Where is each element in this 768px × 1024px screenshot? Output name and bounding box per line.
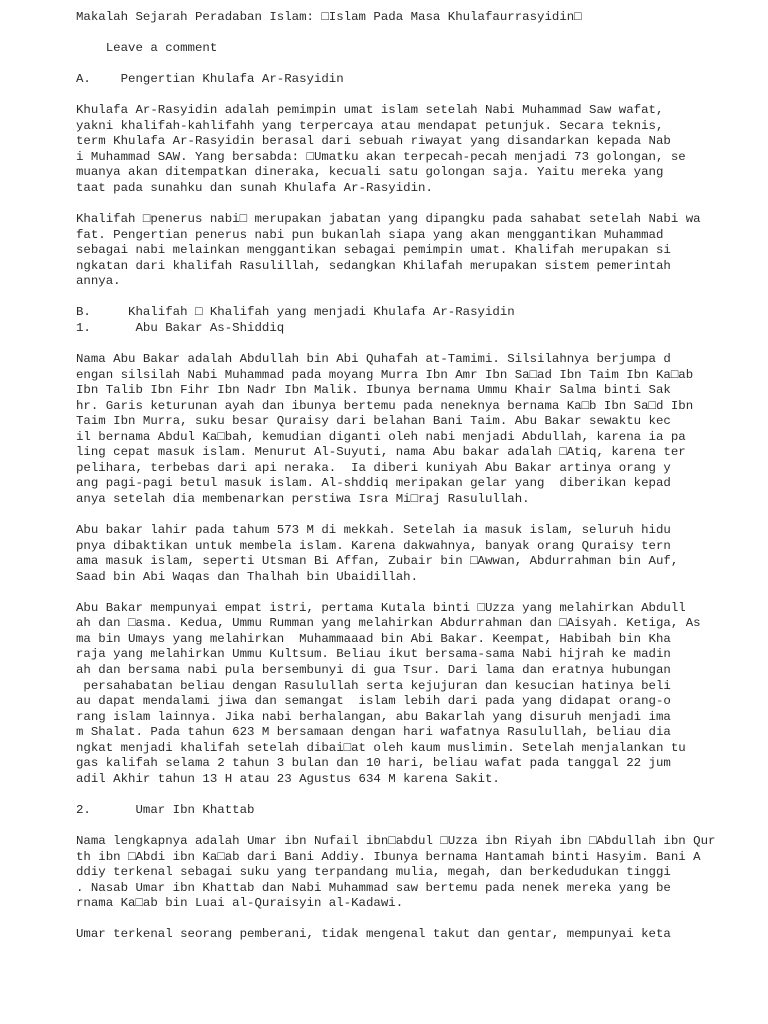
text-line: ling cepat masuk islam. Menurut Al-Suyuti, nama Abu bakar adalah □Atiq, karena ter bbox=[76, 445, 686, 460]
text-line: m Shalat. Pada tahun 623 M bersamaan dengan hari wafatnya Rasulullah, beliau dia bbox=[76, 725, 671, 740]
spacer bbox=[76, 88, 756, 104]
text-line: ddiy terkenal sebagai suku yang terpandang mulia, megah, dan berkedudukan tinggi bbox=[76, 865, 671, 880]
spacer bbox=[76, 290, 756, 306]
text-line: yakni khalifah-kahlifahh yang terpercaya atau mendapat petunjuk. Secara teknis, bbox=[76, 118, 664, 133]
text-line: Umar terkenal seorang pemberani, tidak mengenal takut dan gentar, mempunyai keta bbox=[76, 927, 671, 942]
text-line: gas kalifah selama 2 tahun 3 bulan dan 10 hari, beliau wafat pada tanggal 22 jum bbox=[76, 756, 671, 771]
text-line: ngkat menjadi khalifah setelah dibai□at oleh kaum muslimin. Setelah menjalankan tu bbox=[76, 740, 686, 755]
text-line: ama masuk islam, seperti Utsman Bi Affan, Zubair bin □Awwan, Abdurrahman bin Auf, bbox=[76, 554, 679, 569]
text-line: Khulafa Ar-Rasyidin adalah pemimpin umat islam setelah Nabi Muhammad Saw wafat, bbox=[76, 103, 664, 118]
spacer bbox=[76, 818, 756, 834]
text-line: pnya dibaktikan untuk membela islam. Karena dakwahnya, banyak orang Quraisy tern bbox=[76, 538, 671, 553]
section-heading-b: B. Khalifah □ Khalifah yang menjadi Khulafa Ar-Rasyidin bbox=[76, 305, 515, 320]
text-line: ah dan □asma. Kedua, Ummu Rumman yang melahirkan Abdurrahman dan □Aisyah. Ketiga, As bbox=[76, 616, 701, 631]
text-line: hr. Garis keturunan ayah dan ibunya bertemu pada neneknya bernama Ka□b Ibn Sa□d Ibn bbox=[76, 398, 694, 413]
text-line: il bernama Abdul Ka□bah, kemudian diganti oleh nabi menjadi Abdullah, karena ia pa bbox=[76, 429, 686, 444]
text-line: raja yang melahirkan Ummu Kultsum. Beliau ikut bersama-sama Nabi hijrah ke madin bbox=[76, 647, 671, 662]
text-line: Nama Abu Bakar adalah Abdullah bin Abi Quhafah at-Tamimi. Silsilahnya berjumpa d bbox=[76, 352, 671, 367]
text-line: Ibn Talib Ibn Fihr Ibn Nadr Ibn Malik. Ibunya bernama Ummu Khair Salma binti Sak bbox=[76, 383, 671, 398]
spacer bbox=[76, 912, 756, 928]
subsection-heading-abu-bakar: 1. Abu Bakar As-Shiddiq bbox=[76, 320, 285, 335]
spacer bbox=[76, 197, 756, 213]
spacer bbox=[76, 26, 756, 42]
text-line: Nama lengkapnya adalah Umar ibn Nufail ibn□abdul □Uzza ibn Riyah ibn □Abdullah ibn Qur bbox=[76, 833, 716, 848]
paragraph-3 bbox=[76, 352, 756, 507]
spacer bbox=[76, 336, 756, 352]
text-line: taat pada sunahku dan sunah Khulafa Ar-Rasyidin. bbox=[76, 181, 433, 196]
spacer bbox=[76, 787, 756, 803]
text-line: Khalifah □penerus nabi□ merupakan jabatan yang dipangku pada sahabat setelah Nabi wa bbox=[76, 212, 701, 227]
text-line: rang islam lainnya. Jika nabi berhalangan, abu Bakarlah yang disuruh menjadi ima bbox=[76, 709, 671, 724]
text-line: ngkatan dari khalifah Rasulillah, sedangkan Khilafah merupakan sistem pemerintah bbox=[76, 258, 671, 273]
text-line: th ibn □Abdi ibn Ka□ab dari Bani Addiy. Ibunya bernama Hantamah binti Hasyim. Bani A bbox=[76, 849, 701, 864]
section-heading-a: A. Pengertian Khulafa Ar-Rasyidin bbox=[76, 72, 344, 87]
text-line: engan silsilah Nabi Muhammad pada moyang Murra Ibn Amr Ibn Sa□ad Ibn Taim Ibn Ka□ab bbox=[76, 367, 694, 382]
spacer bbox=[76, 508, 756, 524]
text-line: term Khulafa Ar-Rasyidin berasal dari sebuah riwayat yang disandarkan kepada Nab bbox=[76, 134, 671, 149]
paragraph-2 bbox=[76, 212, 756, 290]
paragraph-1 bbox=[76, 103, 756, 196]
spacer bbox=[76, 585, 756, 601]
text-line: Abu Bakar mempunyai empat istri, pertama Kutala binti □Uzza yang melahirkan Abdull bbox=[76, 600, 686, 615]
text-line: rnama Ka□ab bin Luai al-Quraisyin al-Kadawi. bbox=[76, 896, 404, 911]
text-line: persahabatan beliau dengan Rasulullah serta kejujuran dan kesucian hatinya beli bbox=[76, 678, 671, 693]
paragraph-4 bbox=[76, 523, 756, 585]
text-line: pelihara, terbebas dari api neraka. Ia diberi kuniyah Abu Bakar artinya orang y bbox=[76, 460, 671, 475]
text-line: muanya akan ditempatkan dineraka, kecuali satu golongan saja. Yaitu mereka yang bbox=[76, 165, 664, 180]
text-line: i Muhammad SAW. Yang bersabda: □Umatku akan terpecah-pecah menjadi 73 golongan, se bbox=[76, 149, 686, 164]
spacer bbox=[76, 57, 756, 73]
text-line: adil Akhir tahun 13 H atau 23 Agustus 634 M karena Sakit. bbox=[76, 771, 500, 786]
document-page bbox=[76, 10, 756, 943]
text-line: Taim Ibn Murra, suku besar Quraisy dari belahan Bani Taim. Abu Bakar sewaktu kec bbox=[76, 414, 671, 429]
leave-comment-link[interactable]: Leave a comment bbox=[76, 41, 218, 56]
paragraph-5 bbox=[76, 601, 756, 788]
subsection-heading-umar: 2. Umar Ibn Khattab bbox=[76, 802, 255, 817]
text-line: annya. bbox=[76, 274, 121, 289]
text-line: . Nasab Umar ibn Khattab dan Nabi Muhammad saw bertemu pada nenek mereka yang be bbox=[76, 880, 671, 895]
text-line: Abu bakar lahir pada tahum 573 M di mekkah. Setelah ia masuk islam, seluruh hidu bbox=[76, 523, 671, 538]
text-line: au dapat mendalami jiwa dan semangat islam lebih dari pada yang didapat orang-o bbox=[76, 694, 671, 709]
paragraph-7 bbox=[76, 927, 756, 943]
text-line: ang pagi-pagi betul masuk islam. Al-shddiq meripakan gelar yang diberikan kepad bbox=[76, 476, 671, 491]
document-title: Makalah Sejarah Peradaban Islam: □Islam Pada Masa Khulafaurrasyidin□ bbox=[76, 10, 582, 24]
paragraph-6 bbox=[76, 834, 756, 912]
text-line: ah dan bersama nabi pula bersembunyi di gua Tsur. Dari lama dan eratnya hubungan bbox=[76, 662, 671, 677]
text-line: Saad bin Abi Waqas dan Thalhah bin Ubaidillah. bbox=[76, 569, 419, 584]
text-line: fat. Pengertian penerus nabi pun bukanlah siapa yang akan menggantikan Muhammad bbox=[76, 227, 664, 242]
text-line: anya setelah dia membenarkan perstiwa Isra Mi□raj Rasulullah. bbox=[76, 491, 530, 506]
text-line: sebagai nabi melainkan menggantikan sebagai pemimpin umat. Khalifah merupakan si bbox=[76, 243, 671, 258]
text-line: ma bin Umays yang melahirkan Muhammaaad bin Abi Bakar. Keempat, Habibah bin Kha bbox=[76, 631, 671, 646]
